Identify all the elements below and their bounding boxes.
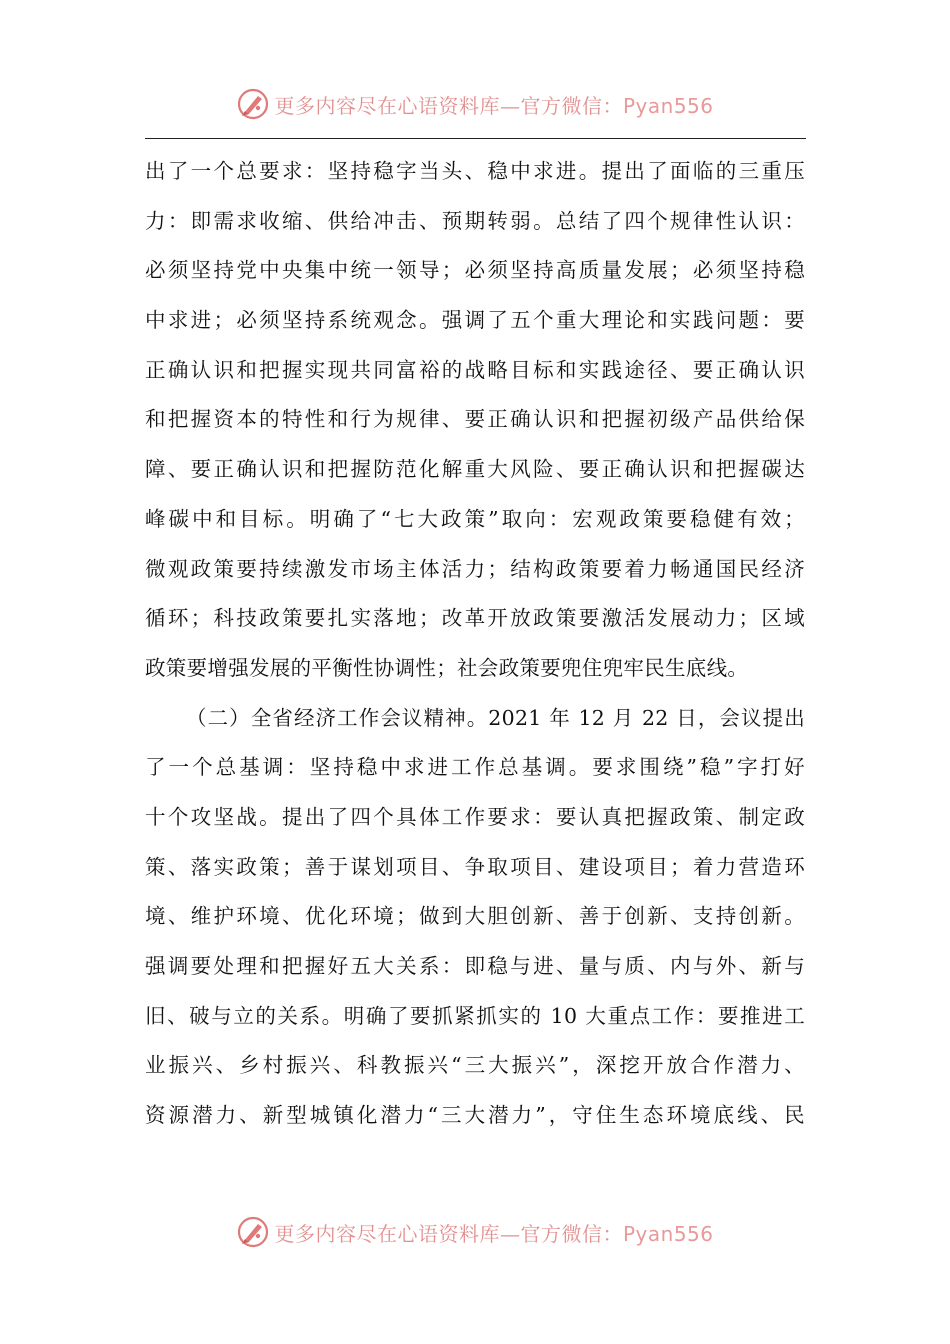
- body-line: 必须坚持党中央集中统一领导；必须坚持高质量发展；必须坚持稳: [145, 258, 805, 283]
- footer-banner-official: 官方微信：: [520, 1221, 623, 1246]
- header-banner-handle: Pyan556: [622, 93, 714, 118]
- body-line: 强调要处理和把握好五大关系：即稳与进、量与质、内与外、新与: [145, 954, 805, 978]
- body-line: 策、落实政策；善于谋划项目、争取项目、建设项目；着力营造环: [145, 854, 805, 879]
- header-watermark-banner: [0, 82, 950, 126]
- header-banner-official: 官方微信：: [520, 93, 623, 118]
- body-line: 循环；科技政策要扎实落地；改革开放政策要激活发展动力；区域: [145, 606, 805, 631]
- header-divider: [145, 138, 806, 139]
- footer-banner-text: [274, 1218, 713, 1247]
- footer-banner-main: 更多内容尽在心语资料库: [274, 1221, 500, 1246]
- footer-banner-dash: —: [499, 1221, 521, 1246]
- body-line: 旧、破与立的关系。明确了要抓紧抓实的 10 大重点工作：要推进工: [145, 1003, 805, 1028]
- footer-banner-handle: Pyan556: [622, 1221, 714, 1246]
- header-banner-text: [274, 90, 713, 119]
- pen-logo-icon: [236, 1215, 270, 1249]
- body-line: 障、要正确认识和把握防范化解重大风险、要正确认识和把握碳达: [145, 457, 805, 482]
- body-line: 和把握资本的特性和行为规律、要正确认识和把握初级产品供给保: [145, 407, 805, 432]
- body-line: 中求进；必须坚持系统观念。强调了五个重大理论和实践问题：要: [145, 308, 805, 333]
- body-line: 了一个总基调：坚持稳中求进工作总基调。要求围绕”稳”字打好: [145, 755, 805, 780]
- body-line: 峰碳中和目标。明确了“七大政策”取向：宏观政策要稳健有效；: [145, 506, 805, 531]
- body-line: 资源潜力、新型城镇化潜力“三大潜力”，守住生态环境底线、民: [145, 1103, 805, 1128]
- header-banner-main: 更多内容尽在心语资料库: [274, 93, 500, 118]
- document-body: [145, 147, 805, 1141]
- body-line: 十个攻坚战。提出了四个具体工作要求：要认真把握政策、制定政: [145, 804, 805, 829]
- body-line: 正确认识和把握实现共同富裕的战略目标和实践途径、要正确认识: [145, 357, 805, 382]
- header-banner-dash: —: [499, 93, 521, 118]
- body-line: 力：即需求收缩、供给冲击、预期转弱。总结了四个规律性认识：: [145, 208, 805, 233]
- footer-watermark-banner: [0, 1210, 950, 1254]
- body-line: 政策要增强发展的平衡性协调性；社会政策要兜住兜牢民生底线。: [145, 655, 749, 680]
- pen-logo-icon: [236, 87, 270, 121]
- body-line: 微观政策要持续激发市场主体活力；结构政策要着力畅通国民经济: [145, 556, 805, 581]
- body-line: 出了一个总要求：坚持稳字当头、稳中求进。提出了面临的三重压: [145, 159, 805, 183]
- body-line: 境、维护环境、优化环境；做到大胆创新、善于创新、支持创新。: [145, 904, 805, 929]
- body-line: 业振兴、乡村振兴、科教振兴“三大振兴”，深挖开放合作潜力、: [145, 1053, 805, 1078]
- section-heading-line: （二）全省经济工作会议精神。2021 年 12 月 22 日，会议提出: [186, 705, 805, 730]
